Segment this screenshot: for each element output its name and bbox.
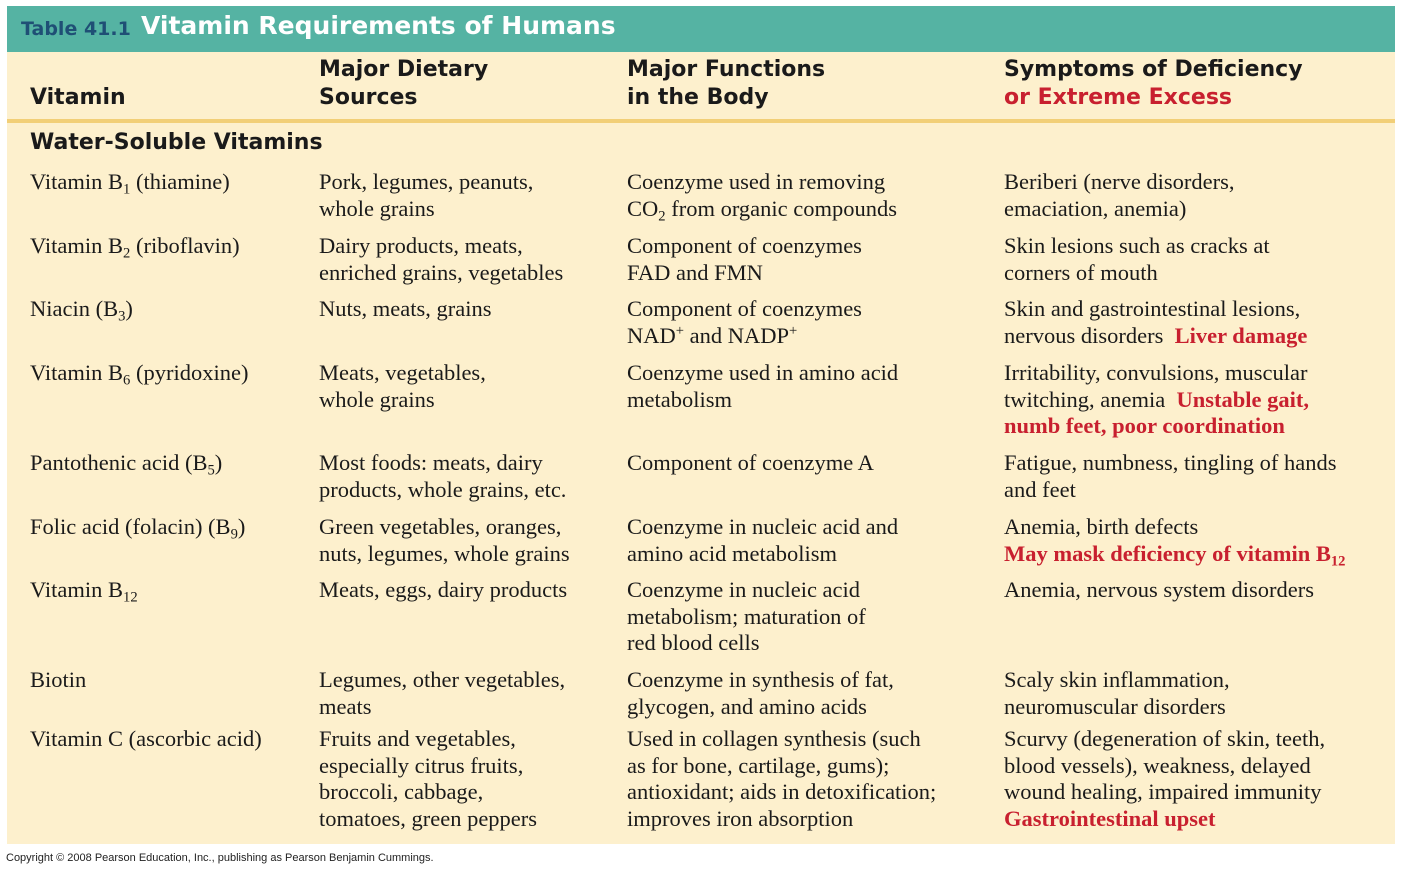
cell-line [30, 360, 248, 387]
text-run: 2 [658, 207, 666, 224]
text-run: CO [627, 195, 659, 221]
cell-line [627, 726, 936, 753]
table-cell-vitamin [30, 577, 138, 604]
table-cell-functions [627, 233, 862, 286]
cell-line [627, 450, 874, 477]
cell-line [1004, 514, 1345, 541]
cell-line [1004, 577, 1314, 604]
text-run: Scurvy (degeneration of skin, teeth, [1004, 726, 1326, 751]
table-title: Vitamin Requirements of Humans [141, 11, 616, 40]
cell-line [627, 260, 862, 287]
header-divider [7, 119, 1395, 123]
cell-line: enriched grains, vegetables [319, 259, 564, 285]
excess-text: Liver damage [1174, 322, 1308, 348]
cell-line [627, 577, 866, 604]
copyright-notice: Copyright © 2008 Pearson Education, Inc., publishing as Pearson Benjamin Cummings. [6, 852, 434, 864]
cell-line [627, 604, 866, 631]
text-run: Component of coenzymes [627, 296, 862, 321]
header-functions-line1: Major Functions [627, 57, 826, 82]
cell-line [627, 387, 898, 414]
table-cell-symptoms [1004, 726, 1325, 832]
table-cell-sources [319, 514, 570, 567]
table-cell-vitamin [30, 169, 230, 196]
text-run: Anemia, nervous system disorders [1004, 577, 1314, 602]
cell-line [627, 169, 897, 196]
table-cell-symptoms [1004, 667, 1230, 720]
text-run: glycogen, and amino acids [627, 693, 867, 719]
text-run: corners of mouth [1004, 259, 1158, 285]
text-run: + [675, 322, 684, 339]
cell-line [1004, 169, 1235, 196]
text-run: 6 [123, 372, 131, 389]
text-run: red blood cells [627, 630, 760, 655]
text-run: and NADP [684, 322, 789, 348]
table-cell-symptoms [1004, 360, 1309, 440]
cell-line [627, 806, 936, 833]
text-run: Coenzyme in nucleic acid and [627, 514, 899, 539]
table-cell-vitamin [30, 296, 133, 323]
text-run: from organic compounds [665, 195, 897, 221]
text-run: Irritability, convulsions, muscular [1004, 360, 1308, 385]
cell-line [627, 196, 897, 223]
cell-line [1004, 694, 1230, 721]
table-cell-vitamin [30, 514, 245, 541]
text-run: ) [125, 296, 133, 321]
cell-line: whole grains [319, 195, 435, 221]
text-run: Coenzyme in synthesis of fat, [627, 667, 894, 692]
cell-line [30, 577, 138, 604]
cell-line [30, 296, 133, 323]
section-heading: Water-Soluble Vitamins [30, 130, 323, 155]
cell-line: Green vegetables, oranges, [319, 514, 562, 539]
cell-line: Fruits and vegetables, [319, 726, 516, 751]
table-title-bar [7, 6, 1395, 52]
text-run: Fatigue, numbness, tingling of hands [1004, 450, 1337, 475]
cell-line [1004, 323, 1307, 350]
text-run: and feet [1004, 476, 1076, 502]
table-cell-symptoms [1004, 514, 1345, 567]
text-run: Vitamin B [30, 233, 124, 258]
cell-line [627, 514, 898, 541]
text-run: FAD and FMN [627, 259, 763, 285]
table-cell-functions [627, 169, 897, 222]
text-run: ) [237, 514, 246, 539]
cell-line [627, 667, 894, 694]
cell-line: Pork, legumes, peanuts, [319, 169, 534, 194]
vitamin-table [7, 6, 1395, 844]
cell-line [1004, 779, 1325, 806]
table-number: Table 41.1 [21, 18, 131, 40]
table-cell-sources [319, 450, 566, 503]
table-cell-functions [627, 296, 862, 349]
header-sources [319, 56, 488, 112]
excess-text: May mask deficiency of vitamin B [1004, 540, 1331, 566]
cell-line [627, 694, 894, 721]
text-run: as for bone, cartilage, gums); [627, 752, 890, 778]
text-run: antioxidant; aids in detoxification; [627, 779, 937, 804]
table-cell-sources [319, 667, 565, 720]
cell-line [30, 450, 222, 477]
cell-line [1004, 806, 1325, 833]
cell-line [1004, 196, 1235, 223]
header-functions [627, 56, 825, 112]
text-run: twitching, anemia [1004, 386, 1177, 412]
table-cell-vitamin [30, 667, 86, 694]
cell-line [1004, 667, 1230, 694]
cell-line [627, 753, 936, 780]
table-cell-sources [319, 169, 533, 222]
text-run: Pantothenic acid (B [30, 450, 208, 475]
table-cell-symptoms [1004, 450, 1336, 503]
text-run: metabolism; maturation of [627, 603, 866, 629]
header-sources-line2: Sources [319, 85, 418, 110]
text-run: 1 [123, 181, 131, 198]
table-cell-sources [319, 577, 567, 604]
text-run: Scaly skin inflammation, [1004, 667, 1230, 692]
table-cell-vitamin [30, 360, 248, 387]
text-run: Vitamin B [30, 360, 124, 385]
text-run: Coenzyme used in amino acid [627, 360, 899, 385]
cell-line [1004, 450, 1336, 477]
cell-line [30, 169, 230, 196]
text-run: Coenzyme in nucleic acid [627, 577, 861, 602]
cell-line [1004, 296, 1307, 323]
cell-line [627, 323, 862, 350]
cell-line [627, 233, 862, 260]
table-cell-vitamin [30, 450, 222, 477]
header-vitamin [30, 84, 126, 112]
cell-line [1004, 360, 1309, 387]
text-run: 5 [207, 462, 215, 479]
header-sources-line1: Major Dietary [319, 57, 489, 82]
header-symptoms-line2: or Extreme Excess [1004, 85, 1233, 110]
text-run: Niacin (B [30, 296, 119, 321]
cell-line: products, whole grains, etc. [319, 476, 567, 502]
cell-line [627, 630, 866, 657]
table-cell-vitamin [30, 726, 262, 753]
cell-line: whole grains [319, 386, 435, 412]
cell-line: Nuts, meats, grains [319, 296, 492, 321]
table-cell-sources [319, 360, 486, 413]
text-run: Anemia, birth defects [1004, 514, 1199, 539]
text-run: Component of coenzymes [627, 233, 862, 258]
table-cell-sources [319, 233, 563, 286]
cell-line: Legumes, other vegetables, [319, 667, 566, 692]
text-run: 12 [123, 589, 138, 606]
text-run: Vitamin B [30, 169, 124, 194]
cell-line [1004, 477, 1336, 504]
table-cell-symptoms [1004, 169, 1235, 222]
cell-line [1004, 260, 1270, 287]
cell-line [30, 726, 262, 753]
cell-line: broccoli, cabbage, [319, 779, 484, 804]
text-run: Biotin [30, 667, 87, 692]
table-cell-sources [319, 726, 537, 832]
text-run: NAD [627, 322, 676, 348]
text-run: (riboflavin) [130, 233, 240, 258]
excess-text: 12 [1330, 552, 1346, 569]
text-run: ) [214, 450, 223, 475]
text-run: 9 [230, 526, 238, 543]
table-cell-vitamin [30, 233, 240, 260]
cell-line [1004, 541, 1345, 568]
cell-line: nuts, legumes, whole grains [319, 540, 570, 566]
text-run: blood vessels), weakness, delayed [1004, 752, 1311, 778]
text-run: Folic acid (folacin) (B [30, 514, 231, 539]
text-run: 3 [118, 308, 126, 325]
cell-line: Meats, eggs, dairy products [319, 577, 568, 602]
text-run: Used in collagen synthesis (such [627, 726, 921, 751]
text-run: emaciation, anemia) [1004, 195, 1187, 221]
text-run: neuromuscular disorders [1004, 693, 1226, 719]
cell-line: meats [319, 693, 372, 719]
cell-line [1004, 413, 1309, 440]
cell-line: tomatoes, green peppers [319, 805, 538, 831]
cell-line [1004, 387, 1309, 414]
cell-line [30, 233, 240, 260]
text-run: Skin lesions such as cracks at [1004, 233, 1270, 258]
text-run: Beriberi (nerve disorders, [1004, 169, 1235, 194]
cell-line [1004, 753, 1325, 780]
table-cell-symptoms [1004, 233, 1270, 286]
cell-line: Most foods: meats, dairy [319, 450, 543, 475]
text-run: Vitamin B [30, 577, 124, 602]
text-run: 2 [123, 245, 131, 262]
text-run: wound healing, impaired immunity [1004, 779, 1322, 804]
text-run: Coenzyme used in removing [627, 169, 886, 194]
cell-line [30, 667, 86, 694]
table-cell-symptoms [1004, 296, 1307, 349]
cell-line [627, 541, 898, 568]
text-run: improves iron absorption [627, 805, 854, 831]
table-cell-functions [627, 667, 894, 720]
table-cell-sources [319, 296, 491, 323]
text-run: (thiamine) [130, 169, 230, 194]
text-run: Component of coenzyme A [627, 450, 874, 475]
text-run: Skin and gastrointestinal lesions, [1004, 296, 1301, 321]
header-functions-line2: in the Body [627, 85, 769, 110]
text-run: Vitamin C (ascorbic acid) [30, 726, 262, 751]
cell-line [30, 514, 245, 541]
cell-line [627, 779, 936, 806]
cell-line [627, 360, 898, 387]
text-run: metabolism [627, 386, 732, 412]
cell-line: Meats, vegetables, [319, 360, 486, 385]
header-symptoms [1004, 56, 1303, 112]
text-run: + [789, 322, 798, 339]
table-cell-functions [627, 726, 936, 832]
text-run: (pyridoxine) [130, 360, 249, 385]
cell-line: Dairy products, meats, [319, 233, 523, 258]
table-cell-symptoms [1004, 577, 1314, 604]
text-run: amino acid metabolism [627, 540, 837, 566]
excess-text: Unstable gait, [1176, 386, 1309, 412]
cell-line [1004, 233, 1270, 260]
header-symptoms-line1: Symptoms of Deficiency [1004, 57, 1303, 82]
cell-line: especially citrus fruits, [319, 752, 524, 778]
excess-text: numb feet, poor coordination [1004, 413, 1285, 438]
cell-line [627, 296, 862, 323]
text-run: nervous disorders [1004, 322, 1175, 348]
table-cell-functions [627, 450, 874, 477]
table-cell-functions [627, 514, 898, 567]
cell-line [1004, 726, 1325, 753]
header-vitamin-text: Vitamin [30, 85, 126, 110]
table-cell-functions [627, 360, 898, 413]
table-cell-functions [627, 577, 866, 657]
excess-text: Gastrointestinal upset [1004, 805, 1216, 831]
